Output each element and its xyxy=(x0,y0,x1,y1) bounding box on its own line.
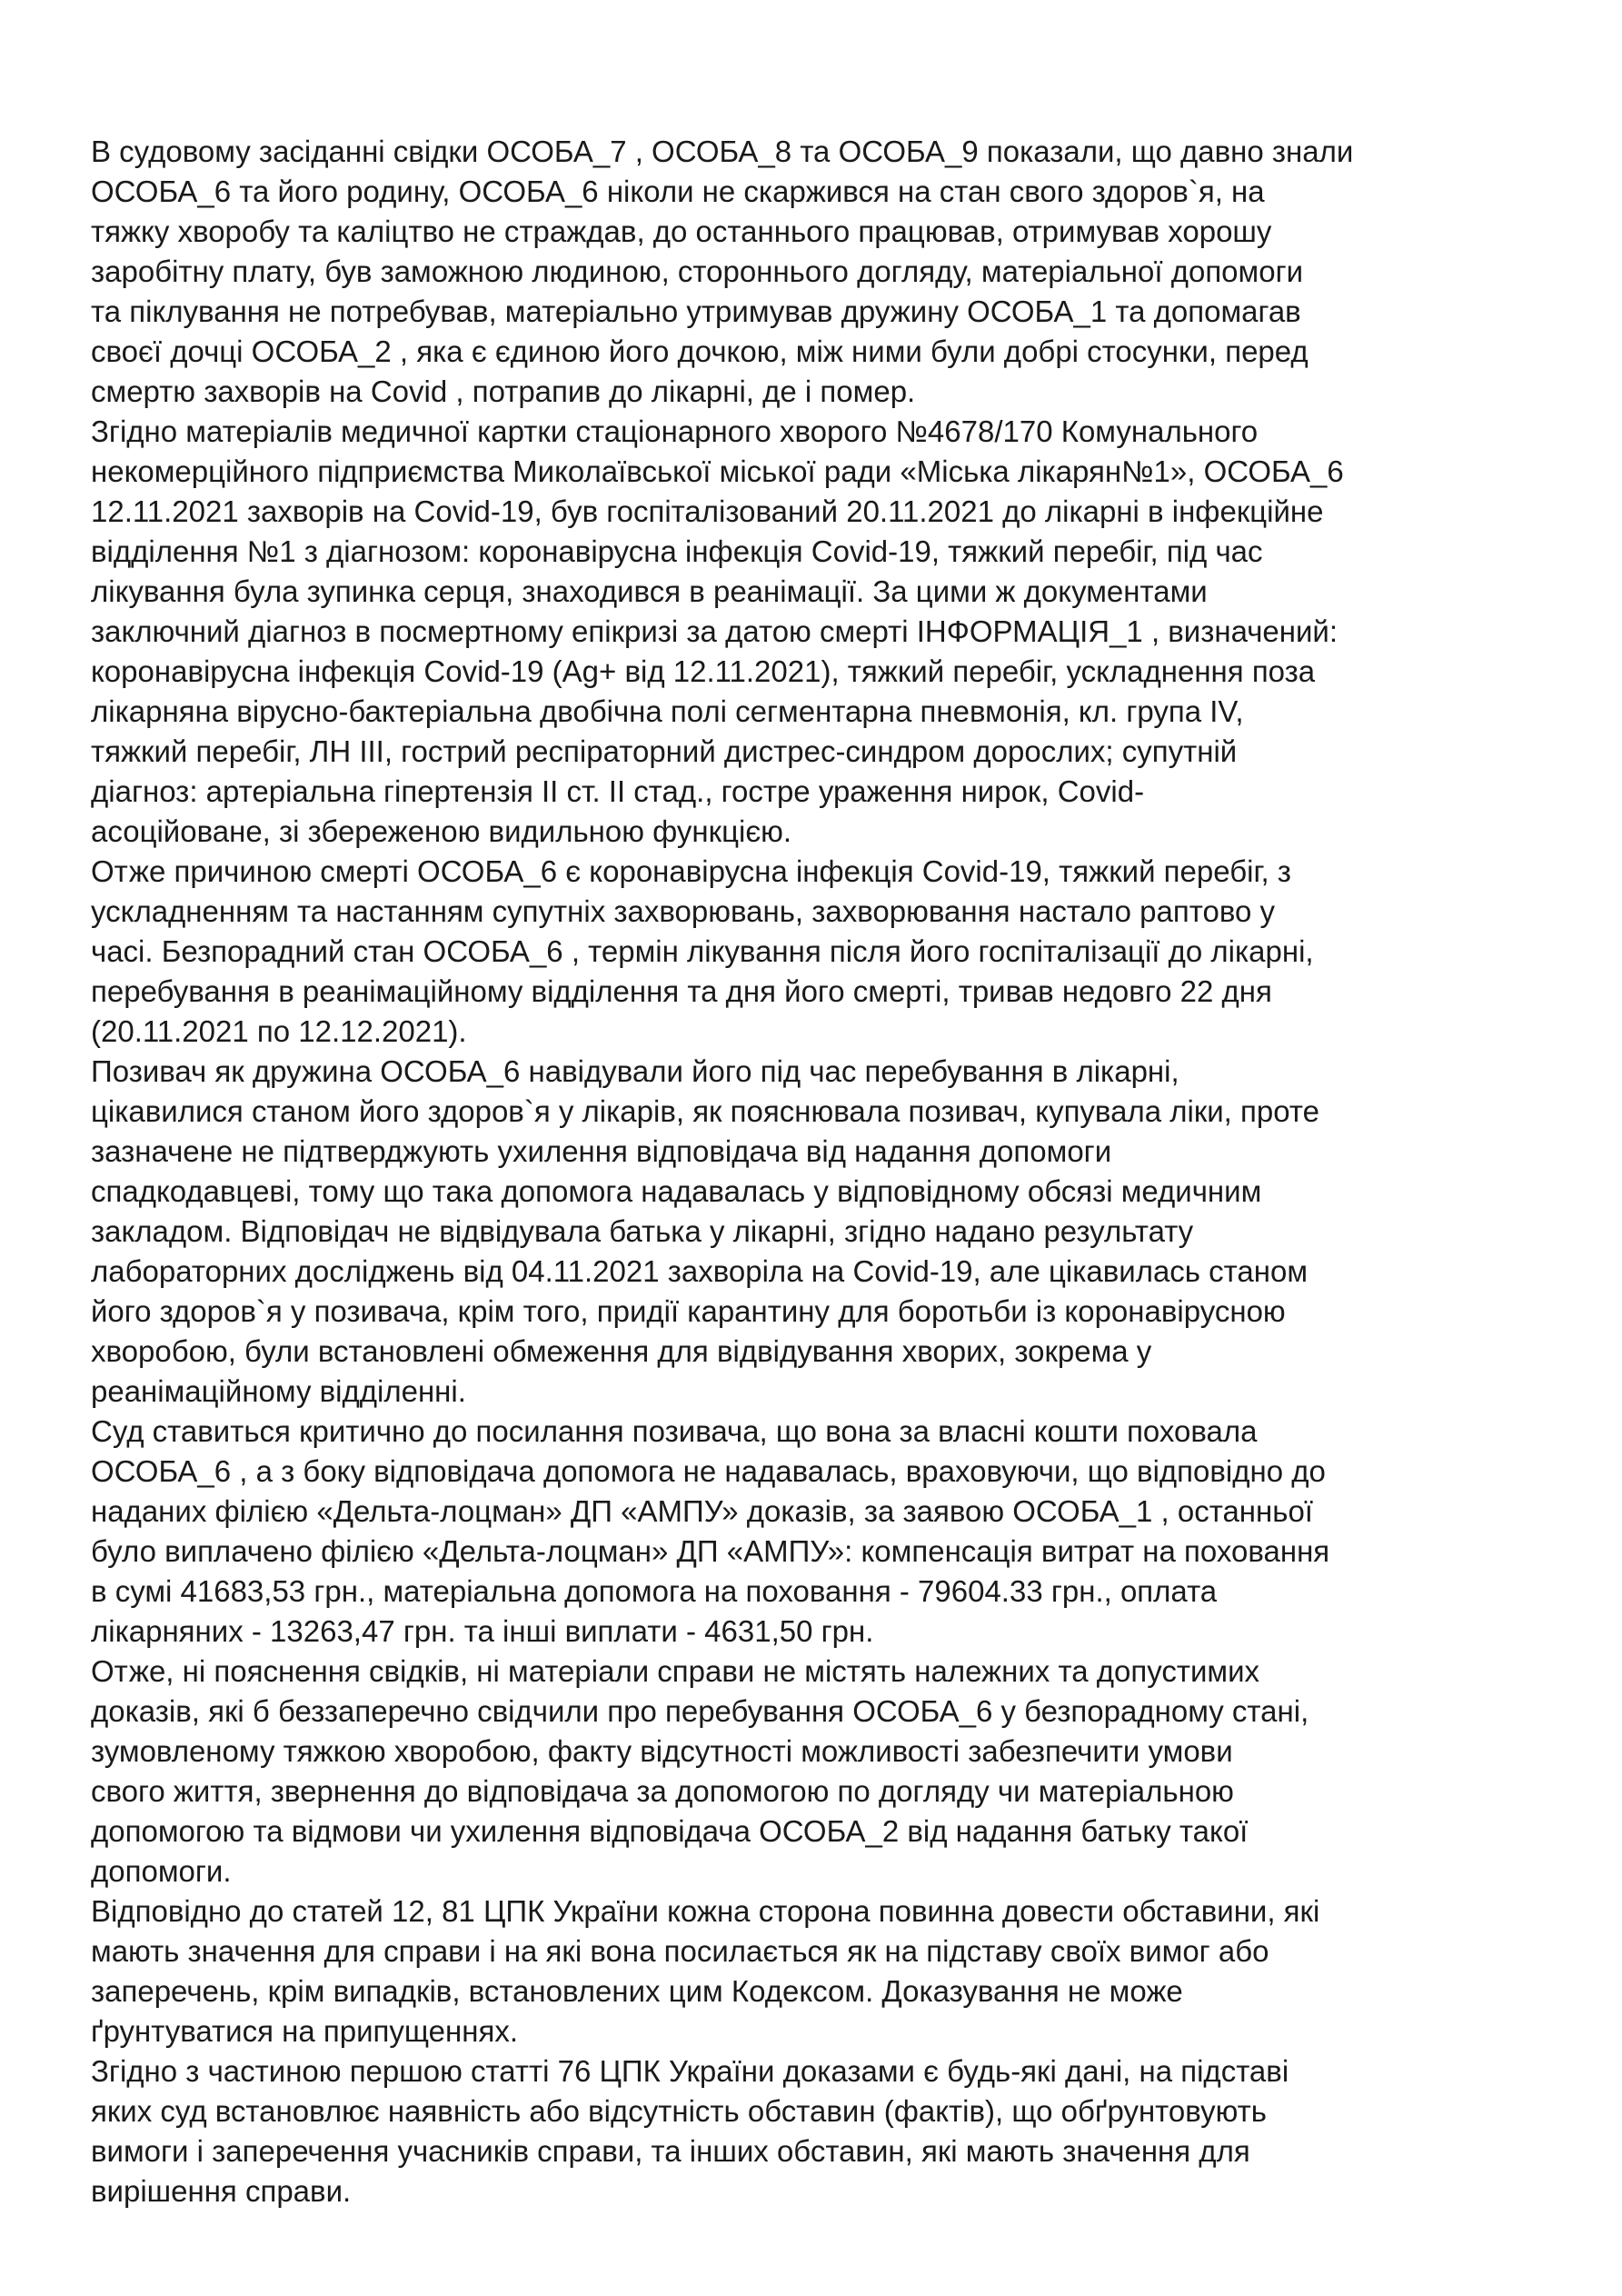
paragraph-article-76: Згідно з частиною першою статті 76 ЦПК України доказами є будь-які дані, на підставі яких суд встановлює наявність або відсутність обставин (фактів), що обґрунтовують вимоги і заперечення учасників справи, та інших обставин, які мають значення для вирішення справи. xyxy=(91,2054,1289,2208)
paragraph-article-12-81: Відповідно до статей 12, 81 ЦПК України кожна сторона повинна довести обставини, які мають значення для справи і на які вона посилається як на підставу своїх вимог або заперечень, крім випадків, встановлених цим Кодексом. Доказування не може ґрунтуватися на припущеннях. xyxy=(91,1894,1320,2048)
paragraph-funeral-costs: Суд ставиться критично до посилання позивача, що вона за власні кошти поховала ОСОБА_6 , а з боку відповідача допомога не надавалась, враховуючи, що відповідно до наданих філією «Дельта-лоцман» ДП «АМПУ» доказів, за заявою ОСОБА_1 , останньої було виплачено філією «Дельта-лоцман» ДП «АМПУ»: компенсація витрат на поховання в сумі 41683,53 грн., матеріальна допомога на поховання - 79604.33 грн., оплата лікарняних - 13263,47 грн. та інші виплати - 4631,50 грн. xyxy=(91,1414,1330,1648)
paragraph-plaintiff-visits: Позивач як дружина ОСОБА_6 навідували його під час перебування в лікарні, цікавилися станом його здоров`я у лікарів, як пояснювала позивач, купувала ліки, проте зазначене не підтверджують ухилення відповідача від надання допомоги спадкодавцеві, тому що така допомога надавалась у відповідному обсязі медичним закладом. Відповідач не відвідувала батька у лікарні, згідно надано результату лабораторних досліджень від 04.11.2021 захворіла на Covid-19, але цікавилась станом його здоров`я у позивача, крім того, придії карантину для боротьби із коронавірусною хворобою, були встановлені обмеження для відвідування хворих, зокрема у реанімаційному відділенні. xyxy=(91,1054,1319,1408)
paragraph-cause-of-death: Отже причиною смерті ОСОБА_6 є коронавірусна інфекція Covid-19, тяжкий перебіг, з ускладненням та настанням супутніх захворювань, захворювання настало раптово у часі. Безпорадний стан ОСОБА_6 , термін лікування після його госпіталізації до лікарні, перебування в реанімаційному відділення та дня його смерті, тривав недовго 22 дня (20.11.2021 по 12.12.2021). xyxy=(91,854,1314,1048)
paragraph-witness-testimony: В судовому засіданні свідки ОСОБА_7 , ОСОБА_8 та ОСОБА_9 показали, що давно знали ОСОБА_6 та його родину, ОСОБА_6 ніколи не скаржився на стан свого здоров`я, на тяжку хворобу та каліцтво не страждав, до останнього працював, отримував хорошу заробітну плату, був заможною людиною, стороннього догляду, матеріальної допомоги та піклування не потребував, матеріально утримував дружину ОСОБА_1 та допомагав своєї дочці ОСОБА_2 , яка є єдиною його дочкою, між ними були добрі стосунки, перед смертю захворів на Covid , потрапив до лікарні, де і помер. xyxy=(91,135,1354,408)
paragraph-evidence-assessment: Отже, ні пояснення свідків, ні матеріали справи не містять належних та допустимих доказів, які б беззаперечно свідчили про перебування ОСОБА_6 у безпорадному стані, зумовленому тяжкою хворобою, факту відсутності можливості забезпечити умови свого життя, звернення до відповідача за допомогою по догляду чи матеріальною допомогою та відмови чи ухилення відповідача ОСОБА_2 від надання батьку такої допомоги. xyxy=(91,1654,1309,1888)
paragraph-medical-record: Згідно матеріалів медичної картки стаціонарного хворого №4678/170 Комунального некомерційного підприємства Миколаївської міської ради «Міська лікарян№1», ОСОБА_6 12.11.2021 захворів на Covid-19, був госпіталізований 20.11.2021 до лікарні в інфекційне відділення №1 з діагнозом: коронавірусна інфекція Covid-19, тяжкий перебіг, під час лікування була зупинка серця, знаходився в реанімації. За цими ж документами заключний діагноз в посмертному епікризі за датою смерті ІНФОРМАЦІЯ_1 , визначений: коронавірусна інфекція Covid-19 (Ag+ від 12.11.2021), тяжкий перебіг, ускладнення поза лікарняна вірусно-бактеріальна двобічна полі сегментарна пневмонія, кл. група IV, тяжкий перебіг, ЛН III, гострий респіраторний дистрес-синдром дорослих; супутній діагноз: артеріальна гіпертензія II ст. II стад., гостре ураження нирок, Covid- асоційоване, зі збереженою видильною функцією. xyxy=(91,414,1344,848)
document-body xyxy=(91,132,1545,2211)
